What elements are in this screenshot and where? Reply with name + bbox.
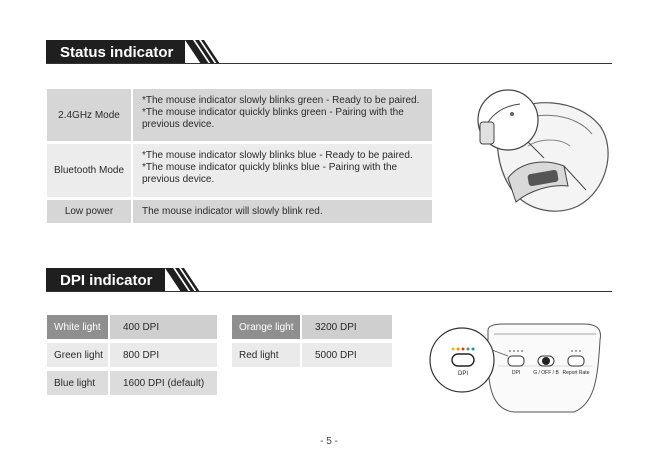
status-table (47, 89, 432, 226)
dpi-row (47, 315, 217, 339)
dpi-color-label: Orange light (232, 315, 300, 339)
header-stripes-decoration (185, 40, 227, 64)
status-section-title: Status indicator (46, 40, 185, 64)
dpi-color-label: Blue light (47, 371, 108, 395)
dpi-value: 3200 DPI (302, 315, 392, 339)
status-mode-label: 2.4GHz Mode (47, 89, 131, 141)
status-section-rule (46, 63, 612, 64)
status-mode-label: Low power (47, 200, 131, 223)
switch-label-dpi: DPI (511, 370, 521, 376)
status-row-2-4ghz (47, 89, 432, 141)
status-description-line: *The mouse indicator quickly blinks green - Pairing with the (142, 107, 404, 118)
dpi-table-left (47, 315, 217, 399)
mouse-side-illustration (468, 86, 616, 218)
status-section-header (46, 40, 227, 64)
dpi-row (47, 343, 217, 367)
dpi-section-header (46, 268, 207, 292)
switch-label-report-rate: Report Rate (562, 370, 590, 376)
dpi-color-label: Green light (47, 343, 108, 367)
status-description (133, 144, 432, 197)
status-description-line: previous device. (142, 119, 215, 130)
status-description-line: previous device. (142, 174, 215, 185)
dpi-value: 1600 DPI (default) (110, 371, 217, 395)
mouse-bottom-illustration (424, 320, 616, 416)
status-description-line: *The mouse indicator slowly blinks green - Ready to be paired. (142, 95, 420, 106)
dpi-value: 400 DPI (110, 315, 217, 339)
dpi-section-title: DPI indicator (46, 268, 165, 292)
dpi-row (47, 371, 217, 395)
status-description-line: *The mouse indicator quickly blinks blue - Pairing with the (142, 162, 398, 173)
dpi-value: 800 DPI (110, 343, 217, 367)
header-stripes-decoration (165, 268, 207, 292)
status-row-low-power (47, 200, 432, 223)
dpi-row (232, 315, 392, 339)
dpi-section-rule (46, 291, 612, 292)
status-description-line: The mouse indicator will slowly blink red. (142, 206, 323, 217)
status-description (133, 200, 432, 223)
status-description-line: *The mouse indicator slowly blinks blue - Ready to be paired. (142, 150, 413, 161)
dpi-color-label: White light (47, 315, 108, 339)
switch-label-gob: G / OFF / B (533, 370, 559, 376)
dpi-value: 5000 DPI (302, 343, 392, 367)
page-number: - 5 - (320, 436, 338, 447)
dpi-color-label: Red light (232, 343, 300, 367)
dpi-table-right (232, 315, 392, 371)
dpi-button-label: DPI (457, 371, 469, 377)
status-row-bluetooth (47, 144, 432, 197)
dpi-row (232, 343, 392, 367)
status-mode-label: Bluetooth Mode (47, 144, 131, 197)
status-description (133, 89, 432, 141)
